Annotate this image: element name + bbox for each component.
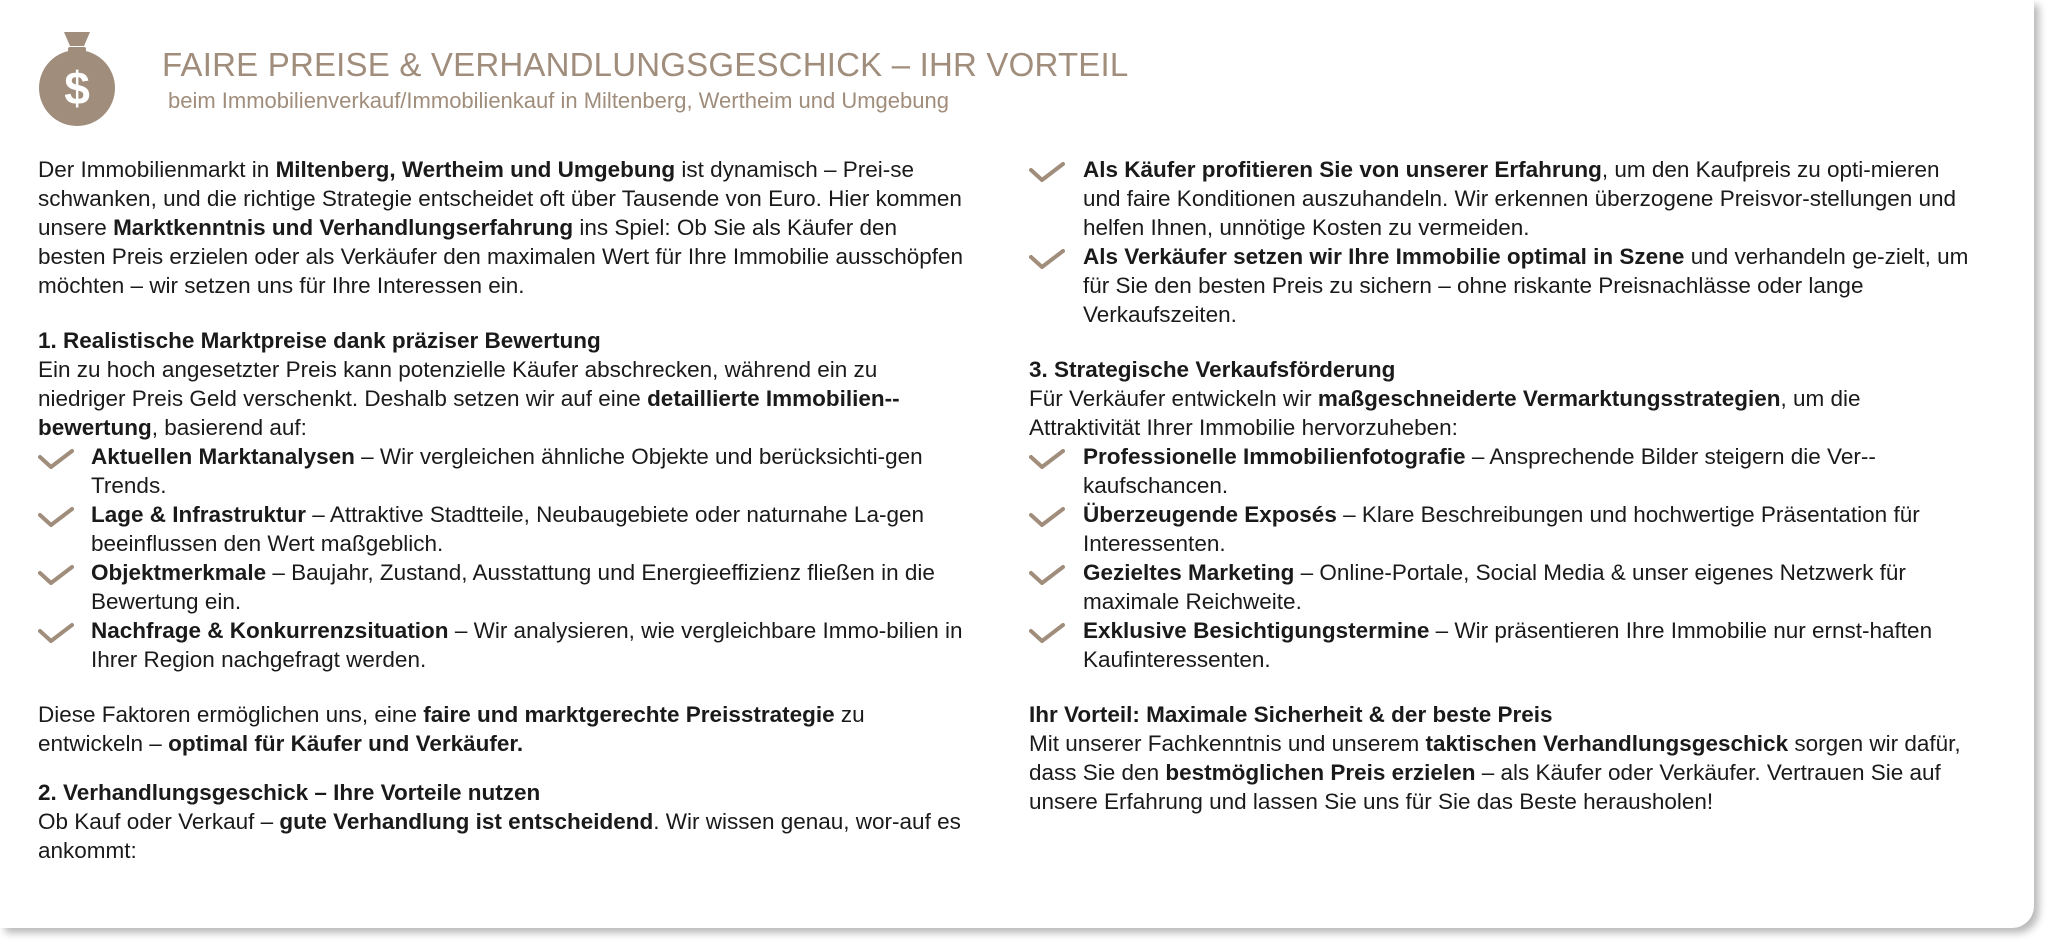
right-column (1029, 155, 1969, 816)
section2-heading: 2. Verhandlungsgeschick – Ihre Vorteile nutzen (38, 780, 541, 805)
checklist-item (38, 442, 968, 500)
checklist-item (1029, 442, 1969, 500)
checklist-item-title: Exklusive Besichtigungstermine (1083, 618, 1430, 643)
checklist-item-title: Professionelle Immobilienfotografie (1083, 444, 1466, 469)
checklist-item-text: – Klare Beschreibungen und hochwertige Präsentation für Interessenten. (1083, 502, 1920, 556)
checklist-item-text: – Online-Portale, Social Media & unser eigenes Netzwerk für maximale Reichweite. (1083, 560, 1906, 614)
section2-checklist (1029, 155, 1969, 329)
text: Ob Kauf oder Verkauf – (38, 809, 280, 834)
text: Ein zu hoch angesetzter Preis kann potenzielle Käufer abschrecken, während ein zu niedriger Preis Geld verschenkt. Deshalb setzen wir auf eine (38, 357, 878, 411)
text: zu entwickeln – (38, 702, 865, 756)
bold-text: taktischen Verhandlungsgeschick (1425, 731, 1789, 756)
checkmark-icon (38, 448, 74, 472)
checklist-item (38, 616, 968, 674)
checklist-item (1029, 155, 1969, 242)
checkmark-icon (38, 506, 74, 530)
checklist-item-text: und verhandeln ge-zielt, um für Sie den besten Preis zu sichern – ohne riskante Preisnachlässe oder lange Verkaufszeiten. (1083, 244, 1969, 327)
bold-text: Marktkenntnis und Verhandlungserfahrung (113, 215, 574, 240)
section1-paragraph (38, 355, 968, 442)
text: – als Käufer oder Verkäufer. Vertrauen Sie auf unsere Erfahrung und lassen Sie uns für Sie das Beste herausholen! (1029, 760, 1941, 814)
checklist-item-text: , um den Kaufpreis zu opti-mieren und faire Konditionen auszuhandeln. Wir erkennen überzogene Preisvor-stellungen und helfen Ihnen, unnötige Kosten zu vermeiden. (1083, 157, 1957, 240)
checkmark-icon (38, 564, 74, 588)
checkmark-icon (1029, 564, 1065, 588)
checklist-item-title: Objektmerkmale (91, 560, 267, 585)
section3-paragraph (1029, 384, 1969, 442)
checklist-item-title: Gezieltes Marketing (1083, 560, 1295, 585)
checklist-item (1029, 500, 1969, 558)
svg-text:$: $ (64, 62, 90, 114)
checklist-item-title: Aktuellen Marktanalysen (91, 444, 355, 469)
bold-text: faire und marktgerechte Preisstrategie (423, 702, 835, 727)
text: ins Spiel: Ob Sie als Käufer den besten Preis erzielen oder als Verkäufer den maximalen Wert für Ihre Immobilie ausschöpfen möchten – wir setzen uns für Ihre Interessen ein. (38, 215, 964, 298)
bold-text: bestmöglichen Preis erzielen (1165, 760, 1476, 785)
checkmark-icon (1029, 622, 1065, 646)
checklist-item-text: – Ansprechende Bilder steigern die Ver-kaufschancen. (1083, 444, 1876, 498)
checklist-item-text: – Attraktive Stadtteile, Neubaugebiete oder naturnahe La-gen beeinflussen den Wert maßgeblich. (91, 502, 924, 556)
checkmark-icon (38, 622, 74, 646)
bold-text: Miltenberg, Wertheim und Umgebung (275, 157, 676, 182)
page-title: FAIRE PREISE & VERHANDLUNGSGESCHICK – IHR VORTEIL (162, 46, 1129, 83)
checklist-item-text: – Wir präsentieren Ihre Immobilie nur ernst-haften Kaufinteressenten. (1083, 618, 1933, 672)
checklist-item-title: Überzeugende Exposés (1083, 502, 1337, 527)
checklist-item (38, 500, 968, 558)
checklist-item-text: – Wir vergleichen ähnliche Objekte und berücksichti-gen Trends. (91, 444, 923, 498)
checklist-item-title: Als Käufer profitieren Sie von unserer Erfahrung (1083, 157, 1602, 182)
bold-text: maßgeschneiderte Vermarktungsstrategien (1317, 386, 1781, 411)
section3-checklist (1029, 442, 1969, 674)
bold-text: gute Verhandlung ist entscheidend (279, 809, 654, 834)
bold-text: optimal für Käufer und Verkäufer. (168, 731, 524, 756)
section1-checklist (38, 442, 968, 674)
checkmark-icon (1029, 161, 1065, 185)
text: Für Verkäufer entwickeln wir (1029, 386, 1318, 411)
checklist-item-title: Lage & Infrastruktur (91, 502, 307, 527)
section1-heading: 1. Realistische Marktpreise dank präziser Bewertung (38, 328, 601, 353)
checklist-item-text: – Baujahr, Zustand, Ausstattung und Energieeffizienz fließen in die Bewertung ein. (91, 560, 935, 614)
checkmark-icon (1029, 506, 1065, 530)
checklist-item (38, 558, 968, 616)
page-subtitle: beim Immobilienverkauf/Immobilienkauf in Miltenberg, Wertheim und Umgebung (168, 88, 949, 113)
intro-paragraph (38, 155, 968, 300)
text: sorgen wir dafür, dass Sie den (1029, 731, 1961, 785)
checklist-item-text: – Wir analysieren, wie vergleichbare Immo-bilien in Ihrer Region nachgefragt werden. (91, 618, 963, 672)
checklist-item (1029, 616, 1969, 674)
checklist-item-title: Nachfrage & Konkurrenzsituation (91, 618, 449, 643)
text: Diese Faktoren ermöglichen uns, eine (38, 702, 424, 727)
checklist-item-title: Als Verkäufer setzen wir Ihre Immobilie optimal in Szene (1083, 244, 1685, 269)
section3-heading: 3. Strategische Verkaufsförderung (1029, 357, 1396, 382)
text: Der Immobilienmarkt in (38, 157, 276, 182)
text: Mit unserer Fachkenntnis und unserem (1029, 731, 1426, 756)
checklist-item (1029, 558, 1969, 616)
checklist-item (1029, 242, 1969, 329)
advantage-paragraph (1029, 729, 1969, 816)
bold-text: detaillierte Immobilien-bewertung (38, 386, 900, 440)
text: ist dynamisch – Prei-se schwanken, und die richtige Strategie entscheidet oft über Tausende von Euro. Hier kommen unsere (38, 157, 962, 240)
advantage-heading: Ihr Vorteil: Maximale Sicherheit & der beste Preis (1029, 702, 1553, 727)
factors-paragraph (38, 700, 968, 758)
left-column (38, 155, 968, 865)
checkmark-icon (1029, 248, 1065, 272)
text: , basierend auf: (151, 415, 307, 440)
checkmark-icon (1029, 448, 1065, 472)
money-bag-dollar-icon (36, 30, 118, 126)
text: . Wir wissen genau, wor-auf es ankommt: (38, 809, 961, 863)
section2-paragraph (38, 807, 968, 865)
text: , um die Attraktivität Ihrer Immobilie hervorzuheben: (1029, 386, 1861, 440)
